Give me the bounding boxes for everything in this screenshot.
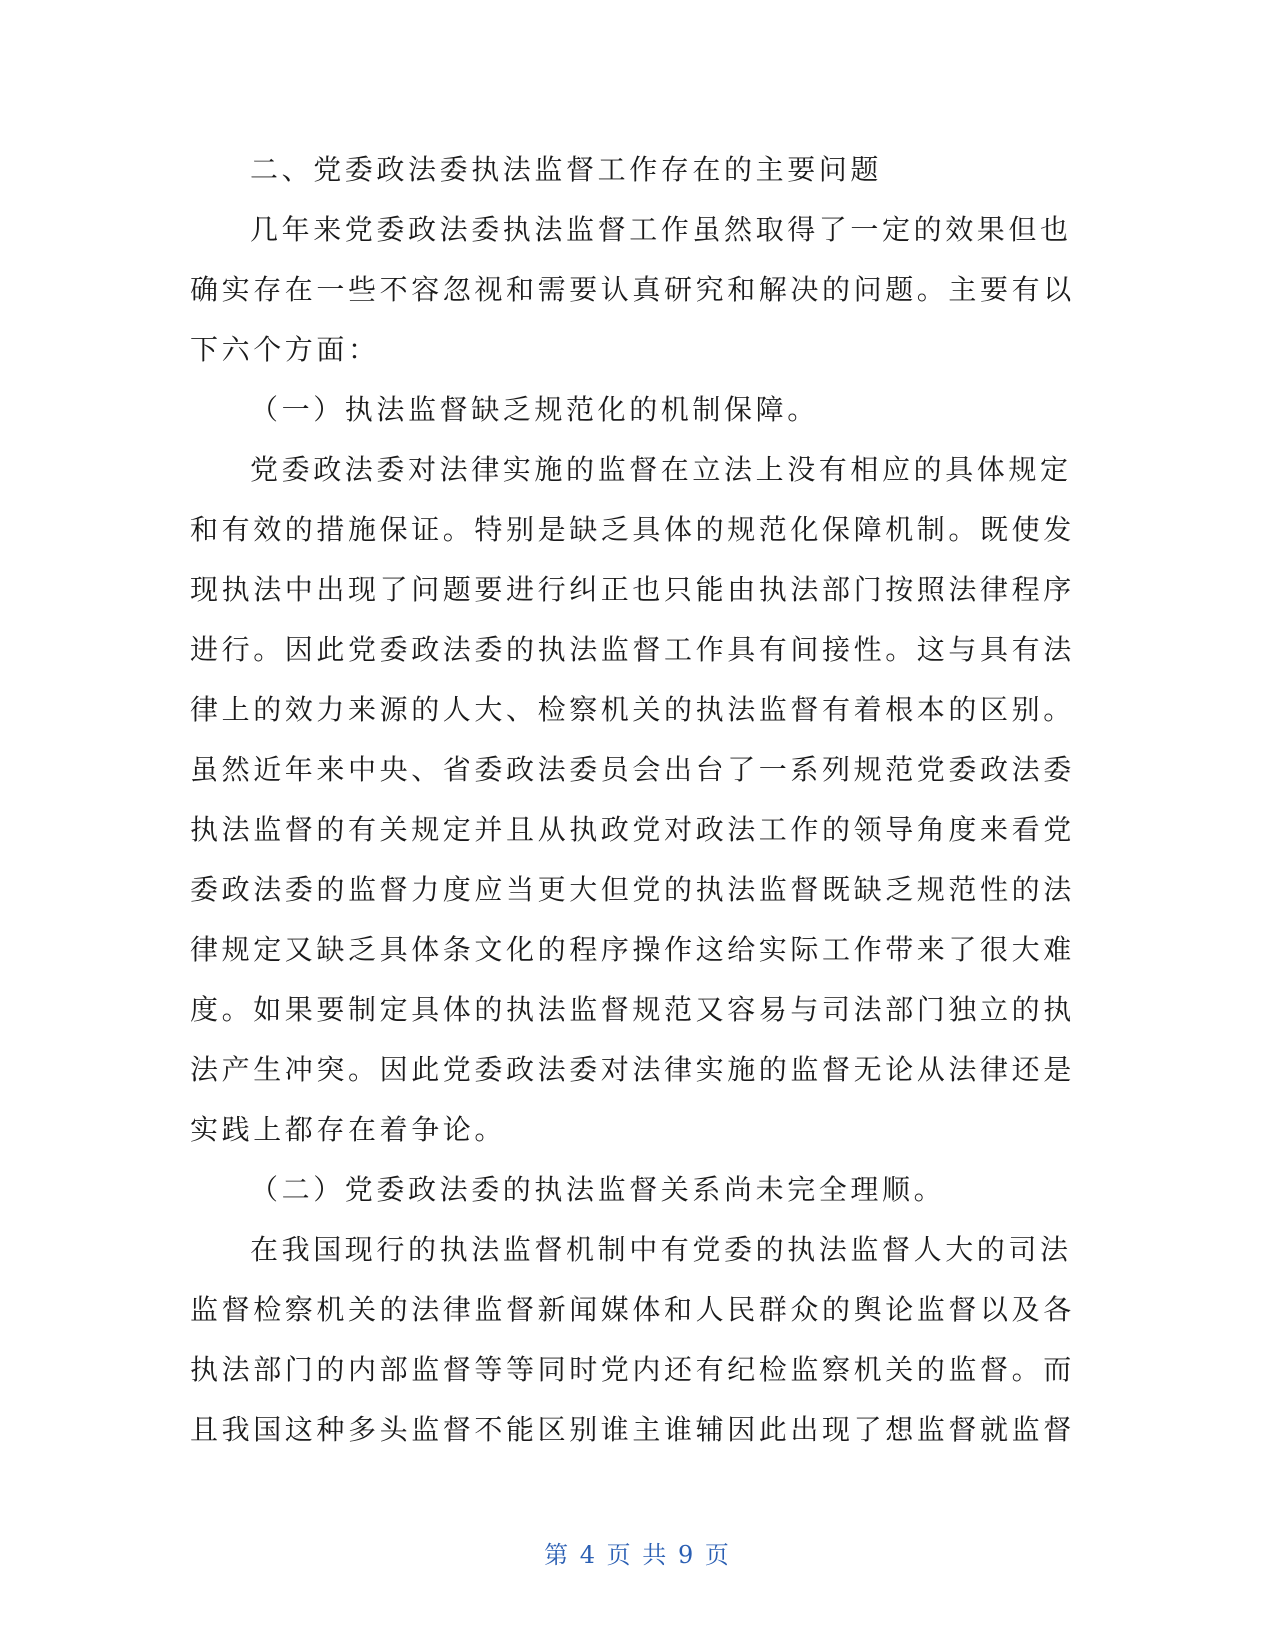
paragraph-line: 进行。因此党委政法委的执法监督工作具有间接性。这与具有法: [190, 633, 1075, 666]
page-number-footer: 第 4 页 共 9 页: [544, 1541, 731, 1569]
document-body: [190, 140, 1075, 1460]
paragraph-line: 虽然近年来中央、省委政法委员会出台了一系列规范党委政法委: [190, 753, 1075, 786]
subsection-heading: （二）党委政法委的执法监督关系尚未完全理顺。: [250, 1173, 946, 1206]
paragraph-line: 律上的效力来源的人大、检察机关的执法监督有着根本的区别。: [190, 693, 1075, 726]
paragraph-line: 监督检察机关的法律监督新闻媒体和人民群众的舆论监督以及各: [190, 1293, 1075, 1326]
paragraph-line: 下六个方面：: [190, 333, 380, 366]
paragraph-line: 执法部门的内部监督等等同时党内还有纪检监察机关的监督。而: [190, 1353, 1075, 1386]
paragraph-line: 几年来党委政法委执法监督工作虽然取得了一定的效果但也: [250, 213, 1072, 246]
paragraph-line: 委政法委的监督力度应当更大但党的执法监督既缺乏规范性的法: [190, 873, 1075, 906]
paragraph-line: 实践上都存在着争论。: [190, 1113, 507, 1146]
subsection-heading: （一）执法监督缺乏规范化的机制保障。: [250, 393, 819, 426]
paragraph-line: 确实存在一些不容忽视和需要认真研究和解决的问题。主要有以: [190, 273, 1075, 306]
paragraph-line: 党委政法委对法律实施的监督在立法上没有相应的具体规定: [250, 453, 1072, 486]
paragraph-line: 和有效的措施保证。特别是缺乏具体的规范化保障机制。既使发: [190, 513, 1075, 546]
section-heading: 二、党委政法委执法监督工作存在的主要问题: [250, 153, 883, 186]
paragraph-line: 在我国现行的执法监督机制中有党委的执法监督人大的司法: [250, 1233, 1072, 1266]
paragraph-line: 执法监督的有关规定并且从执政党对政法工作的领导角度来看党: [190, 813, 1075, 846]
paragraph-line: 法产生冲突。因此党委政法委对法律实施的监督无论从法律还是: [190, 1053, 1075, 1086]
paragraph-line: 度。如果要制定具体的执法监督规范又容易与司法部门独立的执: [190, 993, 1075, 1026]
paragraph-line: 且我国这种多头监督不能区别谁主谁辅因此出现了想监督就监督: [190, 1413, 1075, 1446]
paragraph-line: 现执法中出现了问题要进行纠正也只能由执法部门按照法律程序: [190, 573, 1075, 606]
paragraph-line: 律规定又缺乏具体条文化的程序操作这给实际工作带来了很大难: [190, 933, 1075, 966]
